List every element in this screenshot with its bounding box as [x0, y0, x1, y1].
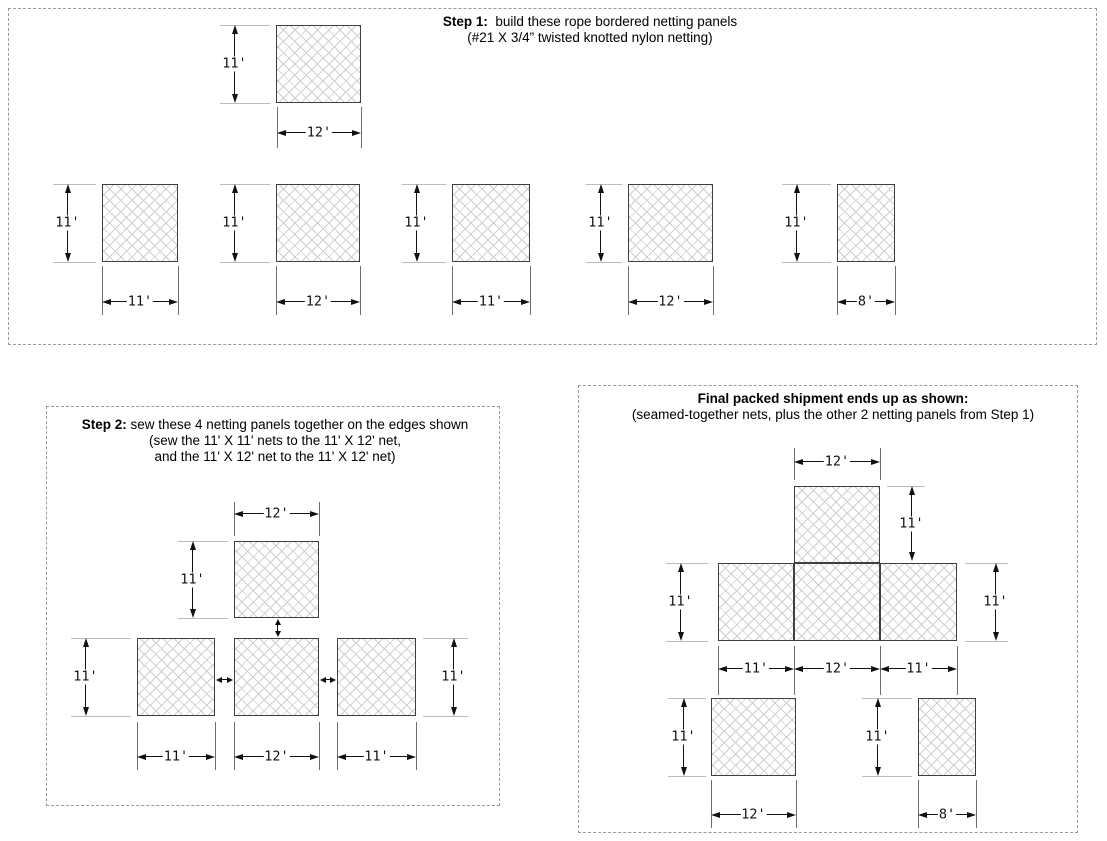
extension-line	[711, 780, 712, 828]
step2-title-text: sew these 4 netting panels together on the edges shown	[126, 417, 469, 432]
extension-line	[918, 780, 919, 828]
dimension-label: 11'	[180, 571, 205, 587]
panel-11x12-top	[276, 25, 361, 103]
extension-line	[713, 266, 714, 315]
extension-line	[586, 262, 622, 263]
extension-line	[53, 262, 96, 263]
extension-line	[887, 486, 925, 487]
extension-line	[276, 266, 277, 315]
dim-arrowhead	[909, 486, 915, 495]
dim-arrowhead	[948, 666, 957, 672]
dim-arrowhead	[232, 253, 238, 262]
dimension-label: 8'	[938, 806, 956, 822]
dimension-label: 11'	[671, 728, 696, 745]
panel-11x8	[837, 184, 895, 262]
dim-arrowhead	[414, 253, 420, 262]
dim-arrowhead	[310, 754, 319, 760]
dimension-label: 11'	[441, 668, 466, 685]
step1-subtitle: (#21 X 3/4” twisted knotted nylon netting)	[467, 30, 713, 45]
dimension-label: 11'	[404, 214, 429, 231]
dimension-label: 12'	[306, 124, 332, 140]
panel-11x11-right	[337, 638, 416, 716]
dim-arrowhead	[337, 754, 346, 760]
dim-arrowhead	[452, 299, 461, 305]
extension-line	[530, 266, 531, 315]
sew-arrowhead	[216, 677, 222, 683]
dim-arrowhead	[704, 299, 713, 305]
dim-arrowhead	[918, 812, 927, 818]
extension-line	[628, 266, 629, 315]
extension-line	[277, 107, 278, 148]
dim-arrowhead	[678, 563, 684, 572]
dim-arrowhead	[875, 767, 881, 776]
extension-line	[880, 448, 881, 480]
step2-label: Step 2:	[81, 417, 127, 432]
dim-arrowhead	[711, 812, 720, 818]
dim-arrowhead	[83, 638, 89, 647]
extension-line	[416, 722, 417, 770]
dimension-label: 8'	[857, 293, 875, 309]
extension-line	[423, 638, 468, 639]
extension-line	[452, 266, 453, 315]
extension-line	[319, 502, 320, 536]
panel-11x12-a	[276, 184, 360, 262]
dim-arrowhead	[352, 130, 361, 136]
dim-arrowhead	[886, 299, 895, 305]
dim-arrowhead	[787, 812, 796, 818]
step1-section-box	[8, 8, 1097, 345]
step1-title	[443, 14, 737, 46]
dim-arrowhead	[837, 299, 846, 305]
dimension-label: 12'	[305, 293, 331, 309]
dim-arrowhead	[598, 184, 604, 193]
panel-11x8-loose	[918, 698, 976, 776]
extension-line	[178, 618, 228, 619]
extension-line	[837, 266, 838, 315]
extension-line	[965, 641, 1008, 642]
extension-line	[402, 262, 446, 263]
panel-11x11-b	[452, 184, 530, 262]
dim-arrowhead	[169, 299, 178, 305]
dim-arrowhead	[414, 184, 420, 193]
panel-11x11-band-right	[880, 563, 957, 641]
dimension-label: 11'	[743, 660, 769, 676]
dimension-label: 11'	[222, 55, 247, 72]
dim-arrowhead	[276, 299, 285, 305]
dimension-label: 11'	[222, 214, 247, 231]
extension-line	[666, 563, 708, 564]
dim-arrowhead	[871, 666, 880, 672]
dim-arrowhead	[993, 632, 999, 641]
dim-arrowhead	[65, 184, 71, 193]
panel-11x11-a	[102, 184, 178, 262]
extension-line	[976, 780, 977, 828]
step1-label: Step 1:	[442, 14, 488, 29]
dimension-label: 11'	[668, 593, 693, 610]
dim-arrowhead	[880, 666, 889, 672]
dim-arrowhead	[875, 698, 881, 707]
dim-arrowhead	[993, 563, 999, 572]
extension-line	[234, 502, 235, 536]
step2-title-line1	[82, 417, 469, 433]
extension-line	[220, 184, 270, 185]
extension-line	[957, 646, 958, 695]
extension-line	[862, 698, 912, 699]
dimension-label: 11'	[983, 593, 1008, 610]
dim-arrowhead	[190, 609, 196, 618]
dimension-label: 12'	[264, 505, 289, 521]
step1-title-text: build these rope bordered netting panels	[487, 14, 738, 29]
dim-arrowhead	[794, 459, 803, 465]
dim-arrowhead	[718, 666, 727, 672]
dim-arrowhead	[794, 184, 800, 193]
sew-arrowhead	[275, 631, 281, 637]
dim-arrowhead	[967, 812, 976, 818]
sew-arrowhead	[320, 677, 326, 683]
extension-line	[796, 780, 797, 828]
dim-arrowhead	[407, 754, 416, 760]
dim-arrowhead	[351, 299, 360, 305]
final-title-line1	[632, 391, 1034, 407]
sew-arrowhead	[275, 619, 281, 625]
extension-line	[71, 716, 131, 717]
dimension-label: 11'	[73, 668, 98, 685]
dimension-label: 12'	[741, 806, 766, 822]
extension-line	[782, 262, 831, 263]
dimension-label: 12'	[264, 748, 289, 764]
dim-arrowhead	[310, 511, 319, 517]
dim-arrowhead	[102, 299, 111, 305]
extension-line	[402, 184, 446, 185]
final-shipment-title	[632, 391, 1034, 423]
extension-line	[895, 266, 896, 315]
dim-arrowhead	[451, 707, 457, 716]
step1-title-line1	[443, 14, 737, 30]
extension-line	[215, 722, 216, 770]
dimension-label: 11'	[784, 214, 809, 231]
extension-line	[53, 184, 96, 185]
extension-line	[234, 722, 235, 770]
dimension-label: 12'	[824, 453, 850, 469]
panel-11x12-top	[794, 486, 880, 563]
dimension-label: 11'	[906, 660, 931, 676]
panel-11x12-top	[234, 541, 319, 618]
dim-arrowhead	[234, 511, 243, 517]
final-subtitle: (seamed-together nets, plus the other 2 netting panels from Step 1)	[631, 407, 1035, 422]
dimension-label: 11'	[588, 214, 613, 231]
dim-arrowhead	[871, 459, 880, 465]
extension-line	[319, 722, 320, 770]
extension-line	[361, 107, 362, 148]
extension-line	[782, 184, 831, 185]
dimension-label: 11'	[899, 515, 924, 531]
panel-11x12-center	[234, 638, 319, 716]
dim-arrowhead	[785, 666, 794, 672]
extension-line	[337, 722, 338, 770]
final-title-text: Final packed shipment ends up as shown:	[697, 391, 969, 406]
extension-line	[668, 698, 706, 699]
dimension-label: 12'	[658, 293, 683, 309]
dimension-label: 11'	[478, 293, 504, 309]
extension-line	[423, 716, 468, 717]
extension-line	[71, 638, 131, 639]
dim-arrowhead	[137, 754, 146, 760]
step2-subtitle-line1: (sew the 11' X 11' nets to the 11' X 12' net,	[149, 433, 401, 448]
extension-line	[586, 184, 622, 185]
extension-line	[360, 266, 361, 315]
dim-arrowhead	[681, 698, 687, 707]
extension-line	[102, 266, 103, 315]
extension-line	[220, 25, 270, 26]
dimension-label: 11'	[55, 214, 80, 231]
dim-arrowhead	[232, 184, 238, 193]
extension-line	[137, 722, 138, 770]
dim-arrowhead	[232, 94, 238, 103]
panel-11x12-loose	[711, 698, 796, 776]
dim-arrowhead	[451, 638, 457, 647]
dim-arrowhead	[65, 253, 71, 262]
extension-line	[862, 776, 912, 777]
extension-line	[178, 541, 228, 542]
dim-arrowhead	[794, 253, 800, 262]
extension-line	[220, 262, 270, 263]
dimension-label: 11'	[865, 728, 890, 745]
dim-arrowhead	[277, 130, 286, 136]
sew-arrowhead	[227, 677, 233, 683]
sew-arrowhead	[330, 677, 336, 683]
step2-title	[82, 417, 469, 465]
extension-line	[178, 266, 179, 315]
dim-arrowhead	[234, 754, 243, 760]
dim-arrowhead	[190, 541, 196, 550]
dim-arrowhead	[232, 25, 238, 34]
extension-line	[220, 103, 270, 104]
dim-arrowhead	[521, 299, 530, 305]
dimension-label: 12'	[824, 660, 850, 676]
panel-11x12-b	[628, 184, 713, 262]
step2-subtitle-line2: and the 11' X 12' net to the 11' X 12' net)	[154, 449, 396, 464]
dimension-label: 11'	[364, 748, 389, 764]
panel-11x11-band-left	[718, 563, 794, 641]
extension-line	[666, 641, 708, 642]
dim-arrowhead	[598, 253, 604, 262]
dimension-label: 11'	[127, 293, 153, 309]
panel-11x11-left	[137, 638, 215, 716]
dim-arrowhead	[794, 666, 803, 672]
dim-arrowhead	[681, 767, 687, 776]
dim-arrowhead	[909, 552, 915, 561]
panel-11x12-band-center	[794, 563, 880, 641]
dimension-label: 11'	[163, 748, 189, 764]
extension-line	[668, 776, 706, 777]
dim-arrowhead	[678, 632, 684, 641]
dim-arrowhead	[83, 707, 89, 716]
dim-arrowhead	[206, 754, 215, 760]
extension-line	[965, 563, 1008, 564]
dim-arrowhead	[628, 299, 637, 305]
